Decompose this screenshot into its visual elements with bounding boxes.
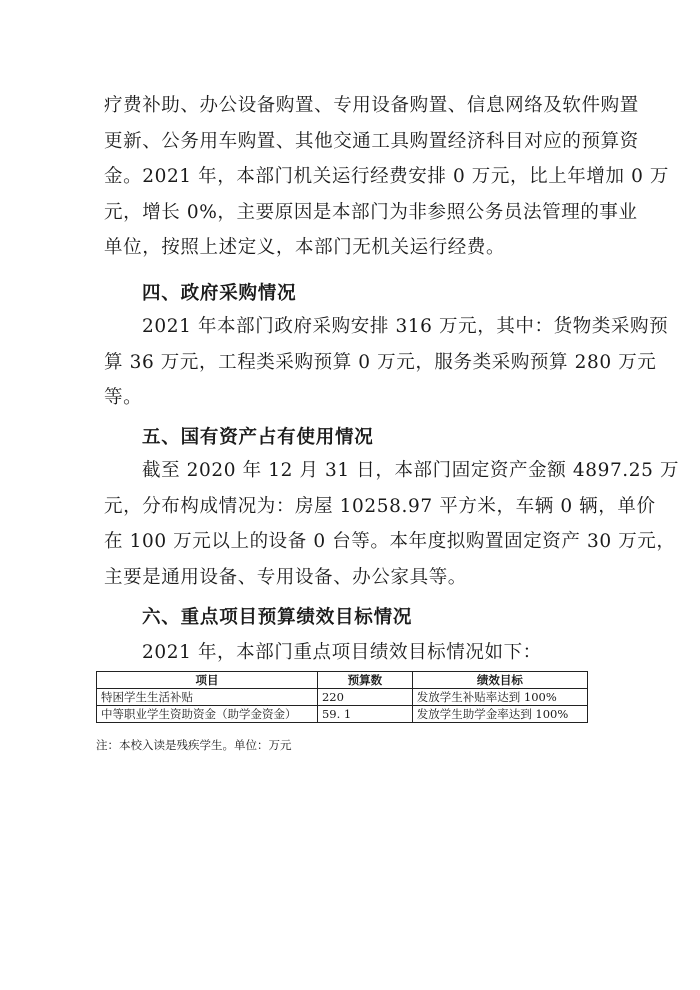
header-project: 项目 <box>97 672 318 689</box>
intro-line: 元，增长 0%，主要原因是本部门为非参照公务员法管理的事业 <box>104 201 638 223</box>
cell-target: 发放学生助学金率达到 100% <box>412 706 587 723</box>
section-heading-performance: 六、重点项目预算绩效目标情况 <box>142 607 413 628</box>
cell-target: 发放学生补贴率达到 100% <box>412 689 587 706</box>
cell-budget: 59. 1 <box>317 706 412 723</box>
header-target: 绩效目标 <box>412 672 587 689</box>
table-row <box>97 689 588 706</box>
performance-paragraph <box>104 635 600 671</box>
assets-paragraph <box>104 453 680 595</box>
procurement-line: 算 36 万元，工程类采购预算 0 万元，服务类采购预算 280 万元 <box>104 351 657 373</box>
section-heading-procurement: 四、政府采购情况 <box>142 283 297 304</box>
procurement-line: 等。 <box>104 387 143 408</box>
procurement-line: 2021 年本部门政府采购安排 316 万元，其中：货物类采购预 <box>142 316 669 337</box>
cell-project: 特困学生生活补贴 <box>97 689 318 706</box>
assets-line: 在 100 万元以上的设备 0 台等。本年度拟购置固定资产 30 万元， <box>104 531 676 552</box>
header-budget: 预算数 <box>317 672 412 689</box>
performance-table <box>96 671 588 723</box>
performance-line: 2021 年，本部门重点项目绩效目标情况如下： <box>142 642 542 663</box>
section-heading-assets: 五、国有资产占有使用情况 <box>142 427 374 448</box>
cell-project: 中等职业学生资助资金（助学金资金） <box>97 706 318 723</box>
assets-line: 截至 2020 年 12 月 31 日，本部门固定资产金额 4897.25 万 <box>142 460 680 481</box>
table-header-row <box>97 672 588 689</box>
intro-line: 单位，按照上述定义，本部门无机关运行经费。 <box>104 237 506 258</box>
table-row <box>97 706 588 723</box>
procurement-paragraph <box>104 309 669 416</box>
intro-paragraph <box>104 88 670 266</box>
assets-line: 元，分布构成情况为：房屋 10258.97 平方米，车辆 0 辆，单价 <box>104 495 656 517</box>
cell-budget: 220 <box>317 689 412 706</box>
intro-line: 更新、公务用车购置、其他交通工具购置经济科目对应的预算资 <box>104 130 639 152</box>
intro-line: 疗费补助、办公设备购置、专用设备购置、信息网络及软件购置 <box>104 95 639 116</box>
assets-line: 主要是通用设备、专用设备、办公家具等。 <box>104 566 467 588</box>
table-footnote: 注：本校入读是残疾学生。单位：万元 <box>96 738 292 752</box>
intro-line: 金。2021 年，本部门机关运行经费安排 0 万元，比上年增加 0 万 <box>104 166 670 187</box>
